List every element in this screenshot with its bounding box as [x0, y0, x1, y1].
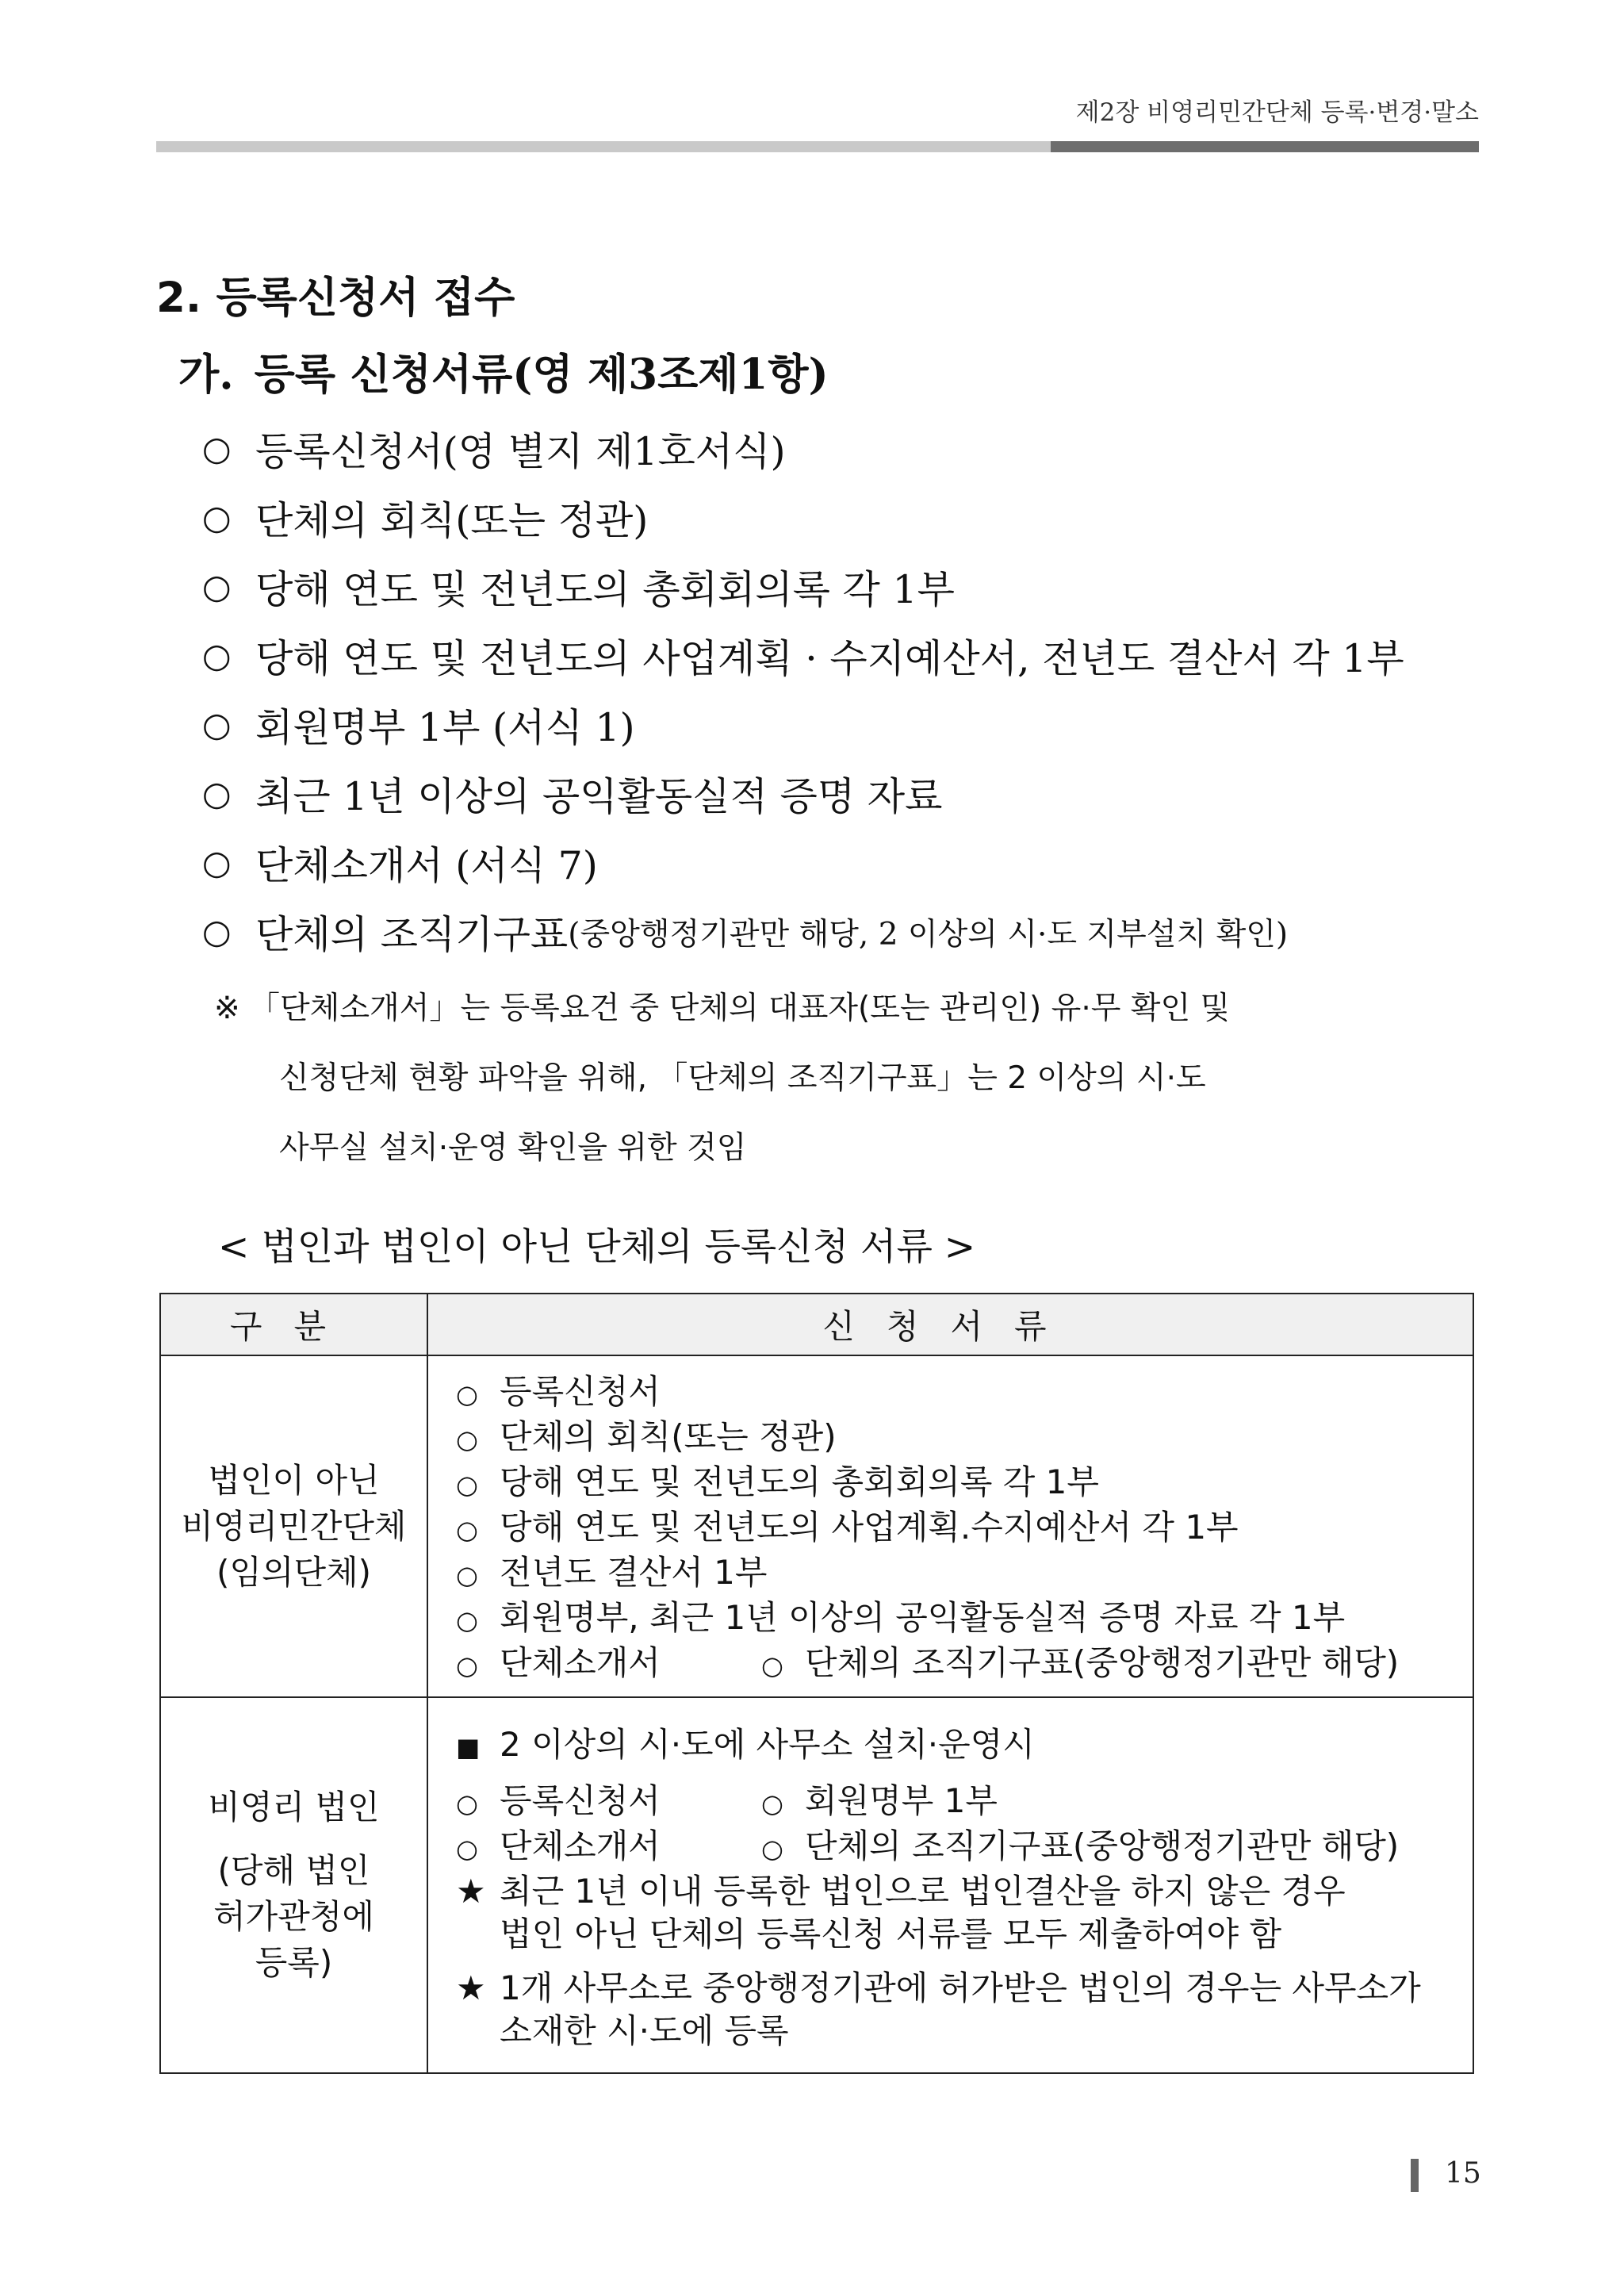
- list-item: [202, 828, 1404, 897]
- list-item: [202, 483, 1404, 552]
- list-item: [202, 552, 1404, 621]
- list-item-text: 당해 연도 및 전년도의 사업계획 · 수지예산서, 전년도 결산서 각 1부: [255, 635, 1404, 681]
- star-icon: ★: [456, 1871, 486, 1911]
- circle-bullet-icon: ○: [456, 1560, 478, 1590]
- star-icon: ★: [456, 1968, 486, 2007]
- list-item: [202, 414, 1404, 483]
- list-item: [202, 759, 1404, 828]
- circle-bullet-icon: ○: [456, 1833, 478, 1864]
- circle-bullet-icon: ○: [202, 498, 232, 537]
- note-line: 「단체소개서」는 등록요건 중 단체의 대표자(또는 관리인) 유·무 확인 및: [249, 991, 1231, 1026]
- cell-line: 소재한 시·도에 등록: [500, 2010, 789, 2050]
- running-header: 제2장 비영리민간단체 등록·변경·말소: [1075, 98, 1479, 127]
- header-rule-light: [156, 141, 1051, 152]
- note-line: 사무실 설치·운영 확인을 위한 것임: [279, 1130, 747, 1166]
- circle-bullet-icon: ○: [202, 912, 232, 951]
- subsection-marker: 가.: [178, 350, 234, 399]
- circle-bullet-icon: ○: [761, 1833, 783, 1864]
- list-item-text: 등록신청서(영 별지 제1호서식): [255, 428, 786, 474]
- row-label-line: (당해 법인: [217, 1851, 370, 1890]
- list-item-note: (중앙행정기관만 해당, 2 이상의 시·도 지부설치 확인): [568, 916, 1289, 953]
- row-label-unincorporated: [160, 1355, 427, 1697]
- circle-bullet-icon: ○: [761, 1788, 783, 1819]
- row-label-nonprofit-corporation: [160, 1697, 427, 2073]
- reference-note: [214, 974, 1230, 1183]
- reference-mark-icon: ※: [214, 991, 240, 1026]
- cell-line: ○ 회원명부, 최근 1년 이상의 공익활동실적 증명 자료 각 1부: [456, 1596, 1465, 1642]
- list-item-text: 단체소개서 (서식 7): [255, 842, 598, 888]
- header-category: 구분: [160, 1294, 427, 1355]
- header-rule-dark: [1051, 141, 1479, 152]
- cell-line: ■ 2 이상의 시·도에 사무소 설치·운영시: [456, 1723, 1465, 1769]
- list-item-text: 회원명부 1부 (서식 1): [255, 704, 635, 750]
- circle-bullet-icon: ○: [456, 1788, 478, 1819]
- header-documents: 신청서류: [427, 1294, 1473, 1355]
- circle-bullet-icon: ○: [202, 567, 232, 606]
- page-number: 15: [1445, 2157, 1481, 2190]
- row-label-line: 등록): [255, 1943, 333, 1982]
- circle-bullet-icon: ○: [456, 1515, 478, 1545]
- cell-line: ○ 단체소개서 ○ 단체의 조직기구표(중앙행정기관만 해당): [456, 1642, 1465, 1687]
- cell-line: ★ 최근 1년 이내 등록한 법인으로 법인결산을 하지 않은 경우: [456, 1870, 1465, 1913]
- circle-bullet-icon: ○: [202, 636, 232, 675]
- table-row: [160, 1355, 1473, 1697]
- square-bullet-icon: ■: [456, 1731, 481, 1762]
- cell-line: ○ 단체소개서 ○ 단체의 조직기구표(중앙행정기관만 해당): [456, 1825, 1465, 1870]
- document-list: [202, 414, 1404, 966]
- cell-line: 법인 아닌 단체의 등록신청 서류를 모두 제출하여야 함: [500, 1914, 1282, 1953]
- circle-bullet-icon: ○: [202, 429, 232, 468]
- cell-line: ○ 전년도 결산서 1부: [456, 1551, 1465, 1596]
- cell-line: ★ 1개 사무소로 중앙행정기관에 허가받은 법인의 경우는 사무소가: [456, 1967, 1465, 2010]
- table-header-row: [160, 1294, 1473, 1355]
- circle-bullet-icon: ○: [456, 1379, 478, 1409]
- list-item-text: 단체의 조직기구표: [255, 911, 569, 957]
- cell-line: ○ 당해 연도 및 전년도의 총회회의록 각 1부: [456, 1461, 1465, 1506]
- row-label-line: 법인이 아닌: [208, 1460, 380, 1500]
- list-item: [202, 897, 1404, 966]
- cell-line: ○ 등록신청서: [456, 1370, 1465, 1416]
- circle-bullet-icon: ○: [202, 843, 232, 882]
- list-item: [202, 621, 1404, 690]
- table-row: [160, 1697, 1473, 2073]
- row-label-line: 비영리민간단체: [181, 1506, 407, 1546]
- circle-bullet-icon: ○: [456, 1470, 478, 1500]
- section-title: 2. 등록신청서 접수: [156, 274, 515, 322]
- circle-bullet-icon: ○: [456, 1605, 478, 1635]
- circle-bullet-icon: ○: [456, 1650, 478, 1681]
- circle-bullet-icon: ○: [202, 774, 232, 813]
- circle-bullet-icon: ○: [456, 1424, 478, 1455]
- header-rule: [156, 141, 1479, 152]
- list-item-text: 단체의 회칙(또는 정관): [255, 497, 649, 543]
- registration-documents-table: [159, 1293, 1474, 2074]
- list-item-text: 당해 연도 및 전년도의 총회회의록 각 1부: [255, 566, 955, 612]
- cell-line: ○ 당해 연도 및 전년도의 사업계획.수지예산서 각 1부: [456, 1506, 1465, 1551]
- row-label-line: (임의단체): [216, 1552, 372, 1592]
- note-line: 신청단체 현황 파악을 위해, 「단체의 조직기구표」는 2 이상의 시·도: [279, 1060, 1206, 1096]
- cell-line: ○ 등록신청서 ○ 회원명부 1부: [456, 1780, 1465, 1825]
- list-item-text: 최근 1년 이상의 공익활동실적 증명 자료: [255, 773, 943, 819]
- row-documents-nonprofit-corporation: [427, 1697, 1473, 2073]
- cell-line: ○ 단체의 회칙(또는 정관): [456, 1416, 1465, 1461]
- row-label-line: 허가관청에: [213, 1897, 374, 1936]
- circle-bullet-icon: ○: [761, 1650, 783, 1681]
- page-number-bar: [1411, 2159, 1419, 2192]
- circle-bullet-icon: ○: [202, 705, 232, 744]
- row-label-line: 비영리 법인: [208, 1788, 380, 1826]
- row-documents-unincorporated: [427, 1355, 1473, 1697]
- list-item: [202, 690, 1404, 759]
- subsection-heading: [178, 341, 829, 401]
- subsection-title: 등록 신청서류(영 제3조제1항): [254, 350, 829, 399]
- table-caption: < 법인과 법인이 아닌 단체의 등록신청 서류 >: [218, 1225, 976, 1269]
